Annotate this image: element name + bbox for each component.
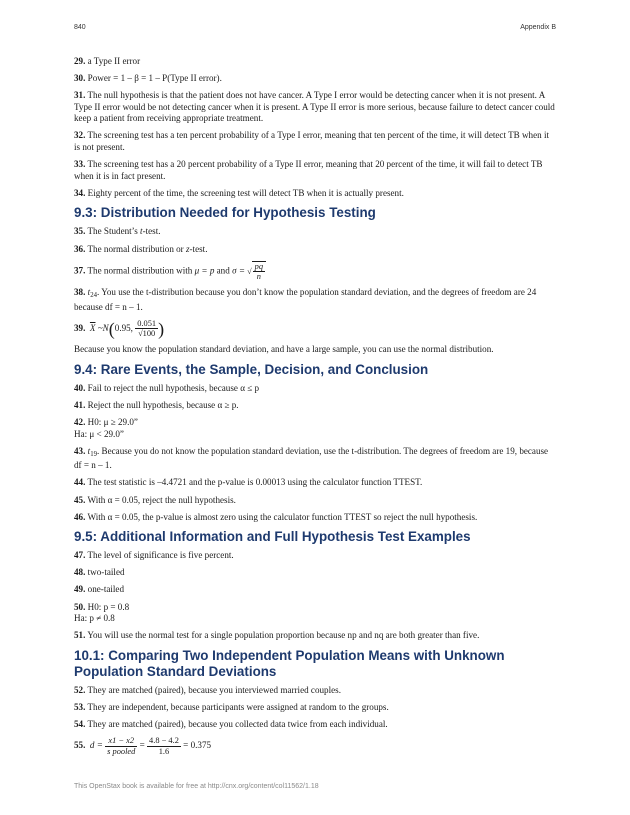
running-header [74, 24, 556, 36]
page-number: 840 [74, 24, 86, 31]
answer-31: 31. The null hypothesis is that the patient does not have cancer. A Type I error would be detecting cancer when it is not present. A Type II error would be not detecting cancer when it is present. A Type II error is more serious, because failure to detect cancer could keep a patient from receiving appropriate treatment. [74, 90, 555, 124]
answer-44: 44. The test statistic is –4.4721 and the p-value is 0.00013 using the calculator function TTEST. [74, 477, 423, 488]
section-heading-9-3: 9.3: Distribution Needed for Hypothesis Testing [74, 205, 376, 221]
answer-33: 33. The screening test has a 20 percent probability of a Type II error, meaning that 20 percent of the time, it will fail to detect TB when it is in fact present. [74, 159, 543, 181]
answer-38: 38. $t_{24}$. You use the t-distribution because you don’t know the population standard deviation, and the degrees of freedom are 24 because df = n – 1. [74, 287, 537, 312]
page-content [74, 56, 556, 762]
answer-51: 51. You will use the normal test for a single population proportion because np and nq are both greater than five. [74, 630, 480, 641]
answer-30: 30. Power = 1 – β = 1 – P(Type II error). [74, 73, 222, 84]
fraction: $\frac{0.051}{√100}$ [137, 318, 157, 339]
answer-46: 46. With α = 0.05, the p-value is almost zero using the calculator function TTEST so reject the null hypothesis. [74, 511, 478, 522]
answer-43: 43. $t_{19}$. Because you do not know the population standard deviation, use the t-distribution. The degrees of freedom are 19, because df = n – 1. [74, 445, 549, 471]
section-heading-10-1: 10.1: Comparing Two Independent Population Means with Unknown Population Standard Deviations [74, 647, 505, 679]
appendix-label: Appendix B [520, 24, 556, 31]
answer-54: 54. They are matched (paired), because you collected data twice from each individual. [74, 719, 388, 729]
answer-50: 50. H0: p = 0.8 Ha: p ≠ 0.8 [74, 601, 130, 624]
answer-32: 32. The screening test has a ten percent probability of a Type I error, meaning that ten percent of the time, it will detect TB when it is not present. [74, 130, 550, 153]
section-heading-9-4: 9.4: Rare Events, the Sample, Decision, and Conclusion [74, 361, 429, 377]
cohens-d-fraction: $\frac{x1 - x2}{\text{s pooled}}$ [107, 736, 136, 756]
answer-41: 41. Reject the null hypothesis, because α ≥ p. [74, 400, 239, 410]
answer-53: 53. They are independent, because participants were assigned at random to the groups. [74, 701, 389, 712]
answer-47: 47. The level of significance is five percent. [74, 550, 234, 561]
answer-55: 55. d = $\frac{x1 - x2}{\text{s pooled}}$ = $\frac{4.8 - 4.2}{1.6}$ = 0.375 [74, 736, 212, 756]
answer-42: 42. H0: μ ≥ 29.0” Ha: μ < 29.0” [74, 417, 138, 439]
page-footer: This OpenStax book is available for free at http://cnx.org/content/col11562/1.18 [74, 783, 319, 790]
answer-34: 34. Eighty percent of the time, the screening test will detect TB when it is actually present. [74, 187, 404, 198]
answer-45: 45. With α = 0.05, reject the null hypothesis. [74, 494, 236, 505]
answer-39: 39. $\overline{X}$ ~N(0.95, $\frac{0.051}{√100}$ ) [74, 318, 165, 339]
answer-35: 35. The Student’s t-test. [74, 226, 161, 237]
answer-49: 49. one-tailed [74, 584, 125, 595]
answer-39-note: Because you know the population standard deviation, and have a large sample, you can use the normal distribution. [74, 344, 494, 355]
answer-40: 40. Fail to reject the null hypothesis, because α ≤ p [74, 382, 260, 393]
answer-36: 36. The normal distribution or z-test. [74, 243, 208, 254]
answer-48: 48. two-tailed [74, 567, 125, 578]
sqrt-formula: √ $\frac{pq}{n}$ [247, 261, 266, 282]
answer-37: 37. The normal distribution with μ = p and σ = √ $\frac{pq}{n}$ [74, 261, 556, 282]
answer-29: 29. a Type II error [74, 56, 141, 66]
value-fraction: $\frac{4.8 - 4.2}{1.6}$ [149, 736, 179, 756]
answer-52: 52. They are matched (paired), because you interviewed married couples. [74, 684, 341, 695]
section-heading-9-5: 9.5: Additional Information and Full Hypothesis Test Examples [74, 529, 471, 545]
